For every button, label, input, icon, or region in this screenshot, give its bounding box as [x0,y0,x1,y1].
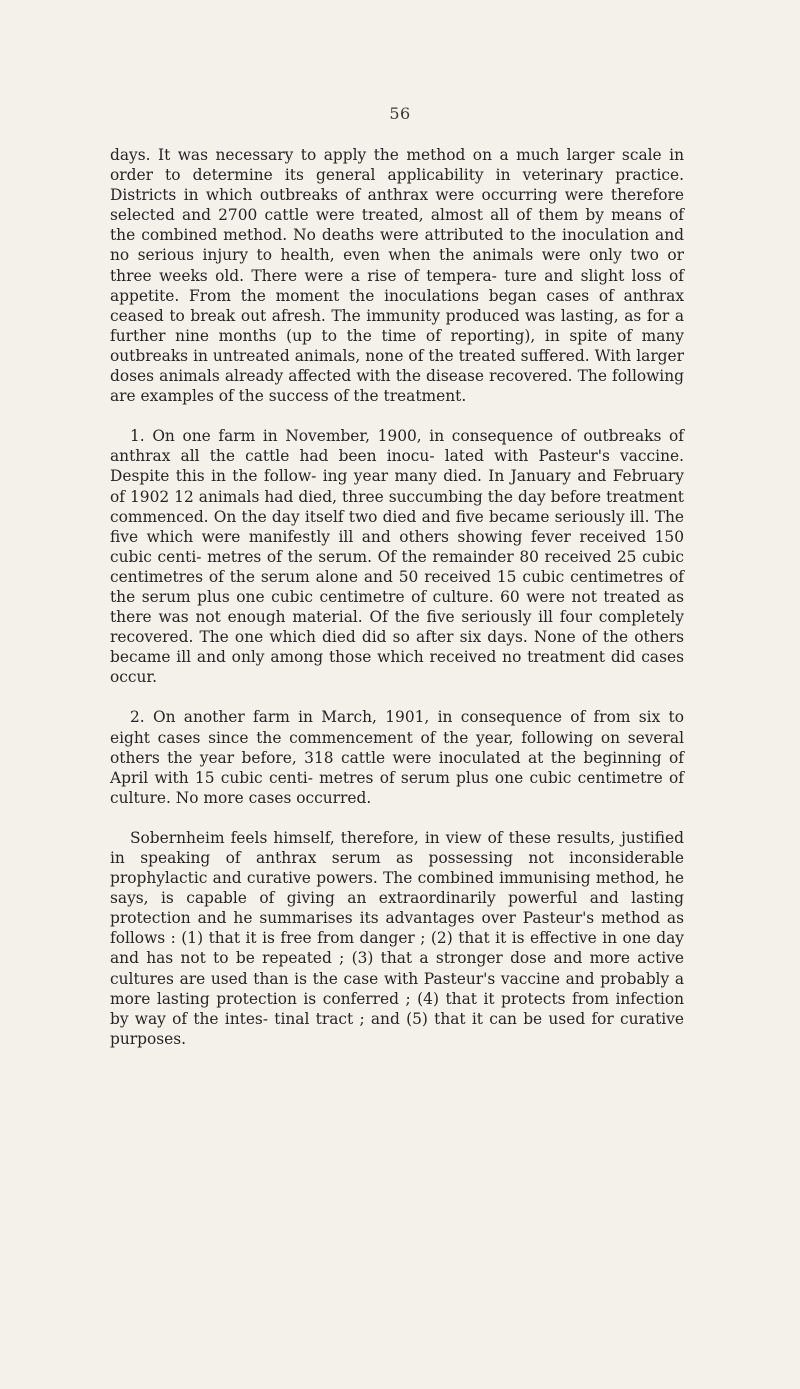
paragraph-conclusion: Sobernheim feels himself, therefore, in view of these results, justified in speaking of anthrax serum as possessing not inconsiderable prophylactic and curative powers. The combined immunising method, he says, is capable of giving an extraordinarily powerful and lasting protection and he summarises its advantages over Pasteur's method as follows : (1) that it is free from danger ; (2) that it is effective in one day and has not to be repeated ; (3) that a stronger dose and more active cultures are used than is the case with Pasteur's vaccine and probably a more lasting protection is conferred ; (4) that it protects from infection by way of the intes- tinal tract ; and (5) that it can be used for curative purposes. [110,828,684,1048]
paragraph-example-2: 2. On another farm in March, 1901, in consequence of from six to eight cases since the commencement of the year, following on several others the year before, 318 cattle were inoculated at the beginning of April with 15 cubic centi- metres of serum plus one cubic centimetre of culture. No more cases occurred. [110,708,684,807]
body-text [110,145,684,1069]
paragraph-example-1: 1. On one farm in November, 1900, in consequence of outbreaks of anthrax all the cattle had been inocu- lated with Pasteur's vaccine. Despite this in the follow- ing year many died. In January and February of 1902 12 animals had died, three succumbing the day before treatment commenced. On the day itself two died and five became seriously ill. The five which were manifestly ill and others showing fever received 150 cubic centi- metres of the serum. Of the remainder 80 received 25 cubic centimetres of the serum alone and 50 received 15 cubic centimetres of the serum plus one cubic centimetre of culture. 60 were not treated as there was not enough material. Of the five seriously ill four completely recovered. The one which died did so after six days. None of the others became ill and only among those which received no treatment did cases occur. [110,427,684,687]
paragraph-intro: days. It was necessary to apply the method on a much larger scale in order to determine its general applicability in veterinary practice. Districts in which outbreaks of anthrax were occurring were therefore selected and 2700 cattle were treated, almost all of them by means of the combined method. No deaths were attributed to the inoculation and no serious injury to health, even when the animals were only two or three weeks old. There were a rise of tempera- ture and slight loss of appetite. From the moment the inoculations began cases of anthrax ceased to break out afresh. The immunity produced was lasting, as for a further nine months (up to the time of reporting), in spite of many outbreaks in untreated animals, none of the treated suffered. With larger doses animals already affected with the disease recovered. The following are examples of the success of the treatment. [110,146,684,406]
page-number: 56 [389,104,411,123]
